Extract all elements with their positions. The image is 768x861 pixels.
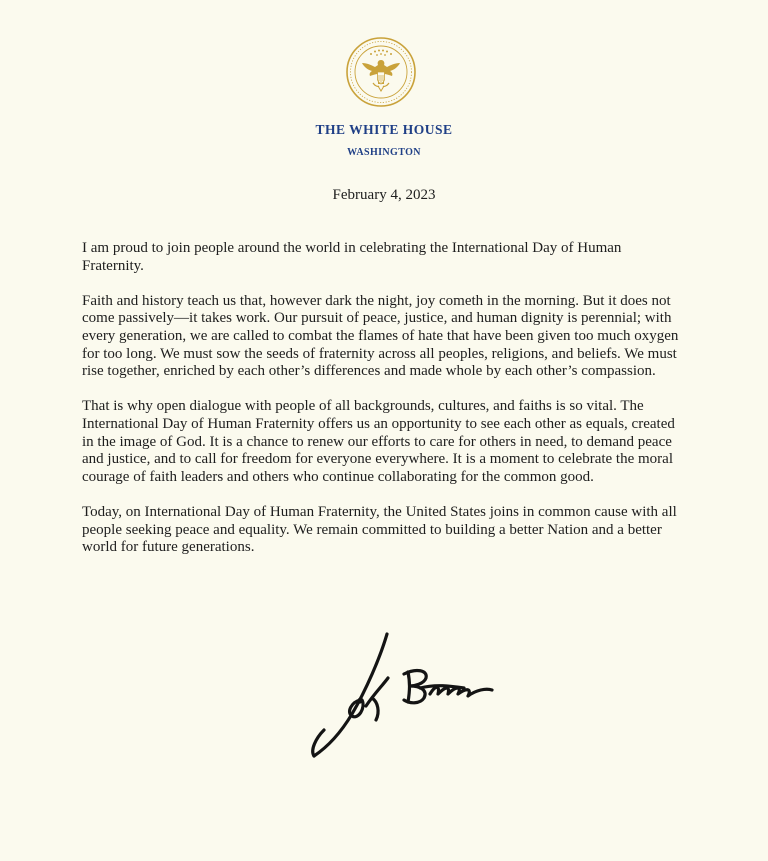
letter-body <box>82 240 687 574</box>
letter-date: February 4, 2023 <box>332 187 436 203</box>
body-paragraph: Today, on International Day of Human Fraternity, the United States joins in common cause with all people seeking peace and equality. We remain committed to building a better Nation and a better world for future generations. <box>82 503 677 556</box>
letterhead-title: THE WHITE HOUSE <box>315 122 453 137</box>
body-paragraph: That is why open dialogue with people of all backgrounds, cultures, and faiths is so vital. The International Day of Human Fraternity offers us an opportunity to see each other as equals, created in the image of God. It is a chance to renew our efforts to care for others in need, to demand peace and justice, and to call for freedom for everyone everywhere. It is a moment to celebrate the moral courage of faith leaders and others who continue collaborating for the common good. <box>82 398 675 485</box>
letterhead-city: WASHINGTON <box>347 147 421 158</box>
body-paragraph: I am proud to join people around the world in celebrating the International Day of Human Fraternity. <box>82 240 622 274</box>
presidential-seal-icon <box>345 36 417 108</box>
body-paragraph: Faith and history teach us that, however dark the night, joy cometh in the morning. But it does not come passively—it takes work. Our pursuit of peace, justice, and human dignity is perennial; with every generation, we are called to combat the flames of hate that have been given too much oxygen for too long. We must sow the seeds of fraternity across all peoples, religions, and beliefs. We must rise together, enriched by each other’s differences and made whole by each other’s compassion. <box>82 292 679 380</box>
handwritten-signature-icon <box>300 628 510 763</box>
